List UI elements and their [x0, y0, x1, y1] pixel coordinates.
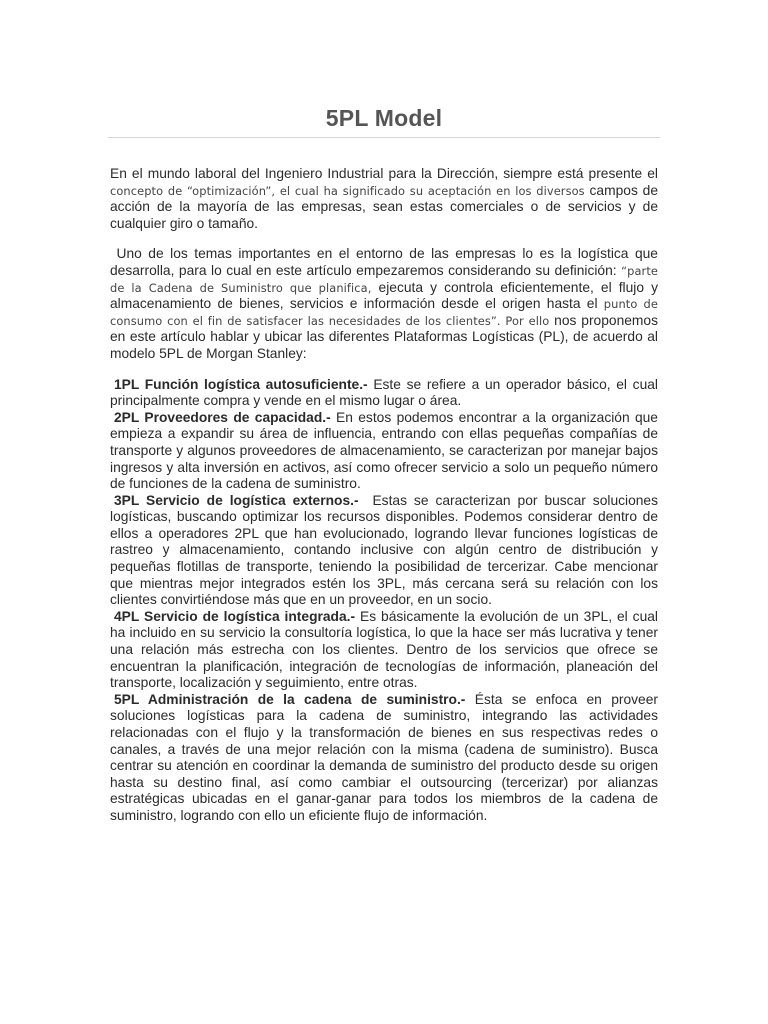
level-text-1pl: Este se refiere a un operador básico, el cual principalmente compra y vende en el mismo lugar o área. — [110, 376, 658, 409]
definition-quote-1: “parte de la Cadena de Suministro que planifica, — [110, 263, 658, 295]
definition-text-1: Uno de los temas importantes en el entorno de las empresas lo es la logística que desarrolla, para lo cual en este artículo empezaremos considerando su definición: — [110, 246, 658, 278]
list-item-4pl — [110, 609, 658, 692]
level-text-2pl: En estos podemos encontrar a la organización que empieza a expandir su área de influencia, entrando con ellas pequeñas compañías de transporte y algunos proveedores de almacenamiento, se caracterizan por manejar bajos ingresos y alta inversión en activos, así como ofrecer servicio a solo un pequeño número de funciones de la cadena de suministro. — [110, 409, 658, 492]
level-heading-1pl: 1PL Función logística autosuficiente.- — [114, 376, 368, 392]
document-page — [110, 0, 658, 825]
title-divider — [108, 137, 660, 138]
definition-text-2: ejecuta y controla eficientemente, el flujo y almacenamiento de bienes, servicios e información desde el origen hasta el — [110, 279, 659, 312]
level-heading-2pl: 2PL Proveedores de capacidad.- — [114, 409, 331, 425]
definition-paragraph — [110, 246, 658, 362]
intro-text-3: campos de acción de la mayoría de las empresas, sean estas comerciales o de servicios y de cualquier giro o tamaño. — [110, 182, 658, 231]
level-text-4pl: Es básicamente la evolución de un 3PL, el cual ha incluido en su servicio la consultoría logística, lo que la hace ser más lucrativa y tener una relación más estrecha con los clientes. Dentro de los servicios que ofrece se encuentran la planificación, integración de tecnologías de información, planeación del transporte, localización y seguimiento, entre otras. — [110, 608, 658, 691]
level-text-3pl: Estas se caracterizan por buscar soluciones logísticas, buscando optimizar los recursos disponibles. Podemos considerar dentro de ellos a operadores 2PL que han evolucionado, logrando llevar funciones logísticas de rastreo y almacenamiento, contando inclusive con algún centro de distribución y pequeñas flotillas de transporte, teniendo la posibilidad de tercerizar. Cabe mencionar que mientras mejor integrados estén los 3PL, más cercana será su relación con los clientes convirtiéndose más que en un proveedor, en un socio. — [110, 492, 658, 608]
level-text-5pl: Ésta se enfoca en proveer soluciones logísticas para la cadena de suministro, integrando las actividades relacionadas con el flujo y la transformación de bienes en sus respectivas redes o canales, a través de una mejor relación con la misma (cadena de suministro). Busca centrar su atención en coordinar la demanda de suministro del producto desde su origen hasta su destino final, así como cambiar el outsourcing (tercerizar) por alianzas estratégicas ubicadas en el ganar-ganar para todos los miembros de la cadena de suministro, logrando con ello un eficiente flujo de información. — [110, 691, 658, 823]
definition-quote-2: punto de consumo con el fin de satisfacer las necesidades de los clientes”. Por ello — [110, 297, 658, 328]
intro-text-2: concepto de “optimización”, el cual ha significado su aceptación en los diversos — [110, 183, 585, 198]
pl-levels-list — [110, 377, 658, 825]
list-item-1pl — [110, 377, 658, 410]
definition-text-3: nos proponemos en este artículo hablar y ubicar las diferentes Plataformas Logísticas (PL), de acuerdo al modelo 5PL de Morgan Stanley: — [110, 312, 658, 361]
list-item-2pl — [110, 410, 658, 493]
level-heading-3pl: 3PL Servicio de logística externos.- — [114, 492, 359, 508]
level-heading-4pl: 4PL Servicio de logística integrada.- — [114, 608, 356, 624]
level-heading-5pl: 5PL Administración de la cadena de suministro.- — [114, 691, 466, 707]
list-item-5pl — [110, 692, 658, 825]
intro-text-1: En el mundo laboral del Ingeniero Industrial para la Dirección, siempre está presente el — [110, 166, 658, 181]
page-title: 5PL Model — [325, 105, 443, 131]
intro-paragraph — [110, 166, 658, 232]
list-item-3pl — [110, 493, 658, 609]
